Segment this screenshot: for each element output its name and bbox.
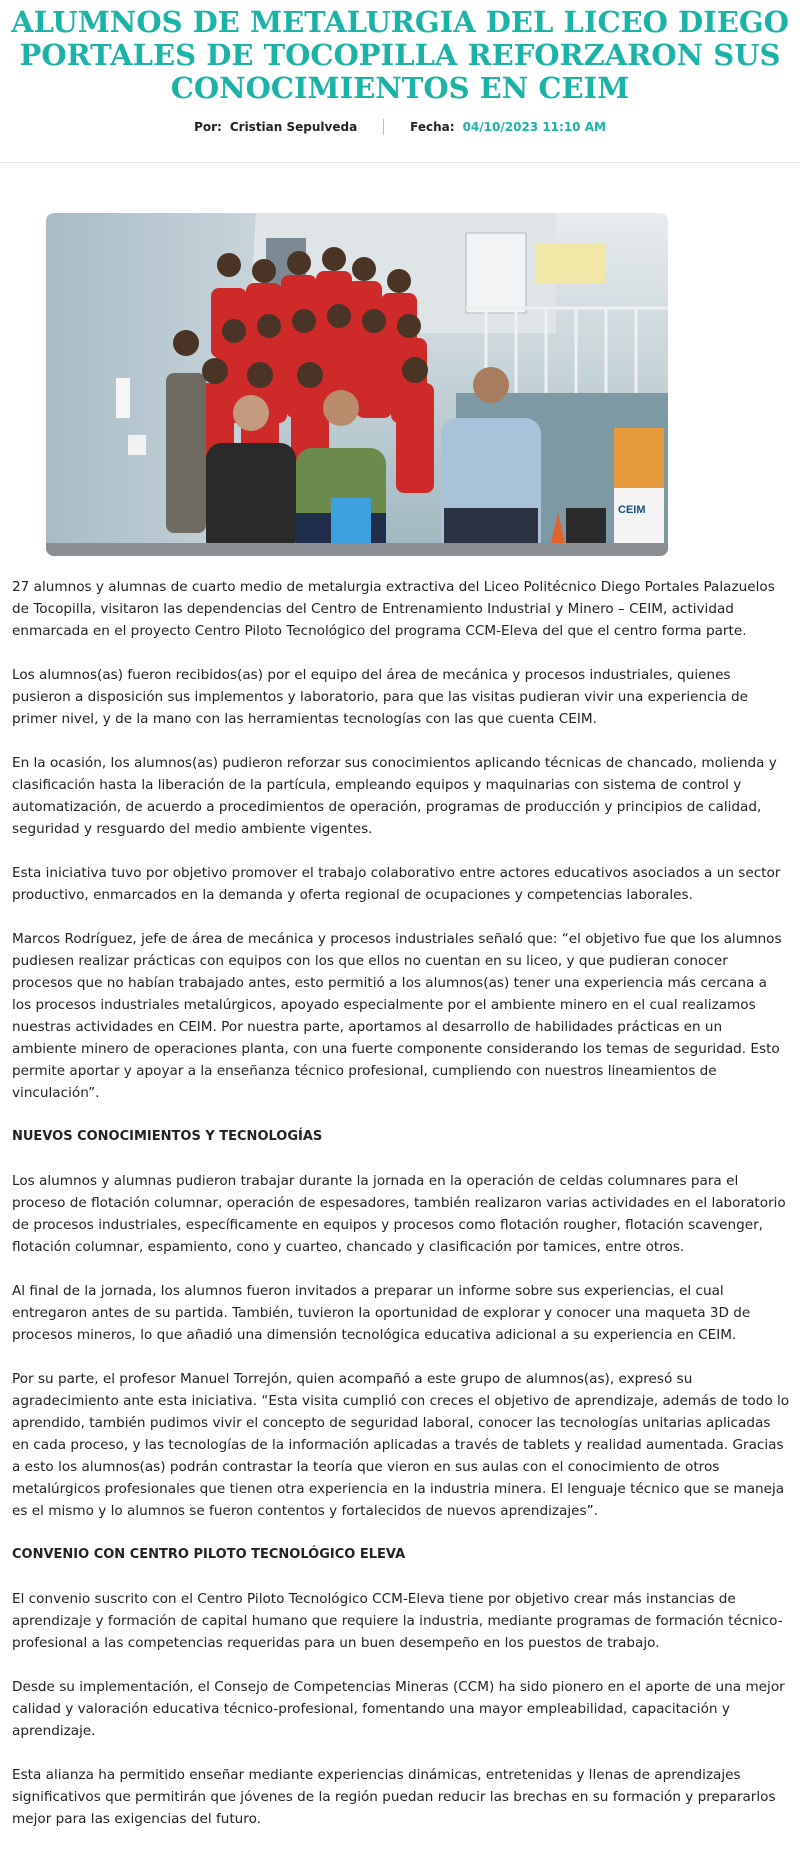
date-label: Fecha: xyxy=(410,120,455,134)
article-title: ALUMNOS DE METALURGIA DEL LICEO DIEGO PORTALES DE TOCOPILLA REFORZARON SUS CONOCIMIENTOS EN CEIM xyxy=(11,5,789,105)
banner-logo-text: CEIM xyxy=(618,504,646,516)
article-paragraph: Al final de la jornada, los alumnos fueron invitados a preparar un informe sobre sus experiencias, el cual entregaron antes de su partida. También, tuvieron la oportunidad de explorar y conocer una maqueta 3D de procesos mineros, lo que añadió una dimensión tecnológica educativa adicional a su experiencia en CEIM. xyxy=(12,1283,751,1343)
article-paragraph: Los alumnos y alumnas pudieron trabajar durante la jornada en la operación de celdas columnares para el proceso de flotación columnar, operación de espesadores, también realizaron varias actividades en el laboratorio de procesos industriales, específicamente en equipos y procesos como flotación rougher, flotación scavenger, flotación columnar, espamiento, cono y cuarteo, chancado y clasificación por tamices, entre otros. xyxy=(12,1173,786,1255)
article-paragraph: Marcos Rodríguez, jefe de área de mecánica y procesos industriales señaló que: “el objetivo fue que los alumnos pudiesen realizar prácticas con equipos con los que ellos no cuentan en su liceo, y que pudieran conocer procesos que no habían trabajado antes, esto permitió a los alumnos(as) tener una experiencia más cercana a los procesos industriales metalúrgicos, apoyado especialmente por el ambiente minero en el cual realizamos nuestras actividades en CEIM. Por nuestra parte, aportamos al desarrollo de habilidades prácticas en un ambiente minero de operaciones planta, con una fuerte componente considerando los temas de seguridad. Esto permite aportar y apoyar a la enseñanza técnico profesional, cumpliendo con nuestros lineamientos de vinculación”. xyxy=(12,931,782,1101)
section-heading: CONVENIO CON CENTRO PILOTO TECNOLÓGICO ELEVA xyxy=(12,1547,406,1562)
article-paragraph: Esta alianza ha permitido enseñar mediante experiencias dinámicas, entretenidas y llenas de aprendizajes significativos que permitirán que jóvenes de la región puedan reducir las brechas en su formación y prepararlos mejor para las exigencias del futuro. xyxy=(12,1767,776,1827)
publish-date: 04/10/2023 11:10 AM xyxy=(462,120,606,134)
article-paragraph: En la ocasión, los alumnos(as) pudieron reforzar sus conocimientos aplicando técnicas de chancado, molienda y clasificación hasta la liberación de la partícula, empleando equipos y maquinarias con sistema de control y automatización, de acuerdo a procedimientos de operación, programas de producción y principios de calidad, seguridad y resguardo del medio ambiente vigentes. xyxy=(12,755,777,837)
article-meta xyxy=(0,119,800,135)
article-paragraph: Los alumnos(as) fueron recibidos(as) por el equipo del área de mecánica y procesos industriales, quienes pusieron a disposición sus implementos y laboratorio, para que las visitas pudieran vivir una experiencia de primer nivel, y de la mano con las herramientas tecnologías con las que cuenta CEIM. xyxy=(12,667,749,727)
article-body xyxy=(12,576,790,1852)
article-paragraph: Por su parte, el profesor Manuel Torrejón, quien acompañó a este grupo de alumnos(as), expresó su agradecimiento ante esta iniciativa. “Esta visita cumplió con creces el objetivo de aprendizaje, además de todo lo aprendido, también pudimos vivir el concepto de seguridad laboral, conocer las tecnologías unitarias aplicadas en cada proceso, y las tecnologías de la información aplicadas a través de tablets y realidad aumentada. Gracias a esto los alumnos(as) podrán contrastar la teoría que vieron en sus aulas con el conocimiento de otros metalúrgicos profesionales que tienen otra experiencia en la industria minera. El lenguaje técnico que se maneja es el mismo y lo alumnos se fueron contentos y fortalecidos de nuevos aprendizajes”. xyxy=(12,1371,790,1519)
article-header xyxy=(0,0,800,163)
group-photo-illustration xyxy=(46,213,668,556)
article-paragraph: 27 alumnos y alumnas de cuarto medio de metalurgia extractiva del Liceo Politécnico Diego Portales Palazuelos de Tocopilla, visitaron las dependencias del Centro de Entrenamiento Industrial y Minero – CEIM, actividad enmarcada en el proyecto Centro Piloto Tecnológico del programa CCM-Eleva del que el centro forma parte. xyxy=(12,579,775,639)
meta-divider xyxy=(383,119,384,135)
section-heading: NUEVOS CONOCIMIENTOS Y TECNOLOGÍAS xyxy=(12,1129,323,1144)
article-paragraph: Esta iniciativa tuvo por objetivo promover el trabajo colaborativo entre actores educativos asociados a un sector productivo, enmarcados en la demanda y oferta regional de ocupaciones y competencias laborales. xyxy=(12,865,781,903)
article-paragraph: Desde su implementación, el Consejo de Competencias Mineras (CCM) ha sido pionero en el aporte de una mejor calidad y valoración educativa técnico-profesional, fomentando una mayor empleabilidad, capacitación y aprendizaje. xyxy=(12,1679,785,1739)
author-name[interactable]: Cristian Sepulveda xyxy=(229,120,358,134)
author-label: Por: xyxy=(194,120,222,134)
article-photo xyxy=(46,213,668,556)
article-paragraph: El convenio suscrito con el Centro Piloto Tecnológico CCM-Eleva tiene por objetivo crear más instancias de aprendizaje y formación de capital humano que requiere la industria, mediante programas de formación técnico-profesional a las competencias requeridas para un buen desempeño en los puestos de trabajo. xyxy=(12,1591,783,1651)
